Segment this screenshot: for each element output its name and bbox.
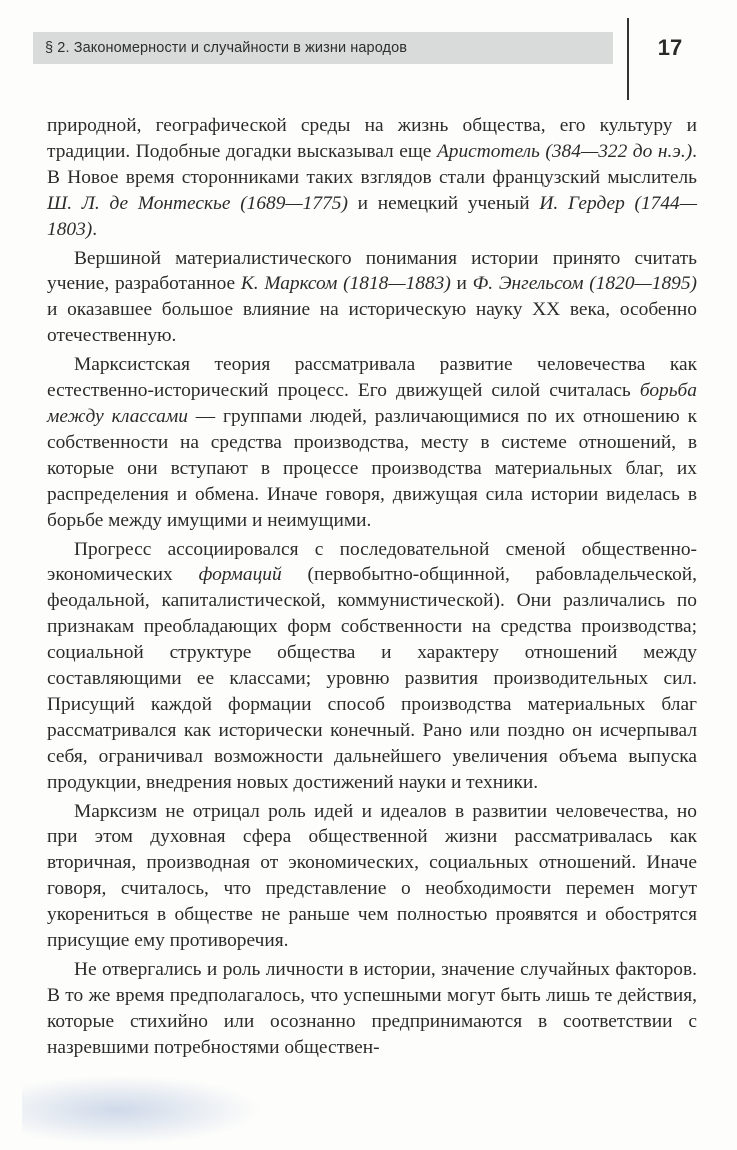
text-run: . [92, 218, 98, 240]
section-title: § 2. Закономерности и случайности в жизни народов [45, 40, 408, 56]
text-run: Марксизм не отрицал роль идей и идеалов в развитии человечества, но при этом духовная сфера общественной жизни рассматривалась как вторичная, производная от экономических, социальных отношений. Иначе говоря, считалось, что представление о необходимости перемен могут укорениться в обществе не раньше чем полностью проявятся и обострятся присущие ему противоречия. [47, 800, 697, 952]
scan-smudge [22, 1075, 262, 1145]
body-text [47, 113, 697, 1064]
text-run: . В Новое время сторонниками таких взглядов стали французский мыслитель [47, 140, 698, 188]
paragraph [47, 799, 697, 954]
paragraph [47, 246, 697, 350]
text-run: (первобытно-общинной, рабовладельческой, феодальной, капиталистической, коммунистической). Они различались по признакам преобладающих форм собственности на средства производства; социальной структуре общества и характеру отношений между составляющими ее классами; уровню развития производительных сил. Присущий каждой формации способ производства материальных благ рассматривался как исторически конечный. Рано или поздно он исчерпывал себя, ограничивал возможности дальнейшего увеличения объема выпуска продукции, внедрения новых достижений науки и техники. [47, 564, 697, 793]
italic-text: борьба между классами [47, 380, 697, 427]
italic-text: формаций [198, 564, 282, 586]
text-run: Марксистская теория рассматривала развитие человечества как естественно-исторический процесс. Его движущей силой считалась [47, 354, 697, 402]
text-run: Прогресс ассоциировался с последовательной сменой общественно-экономических [47, 538, 697, 586]
text-run: и немецкий ученый [347, 192, 540, 214]
text-run: Не отвергались и роль личности в истории, значение случайных факторов. В то же время предполагалось, что успешными могут быть лишь те действия, которые стихийно или осознанно предпринимаются в соответствии с назревшими потребностями обществен- [47, 959, 697, 1058]
text-run: природной, географической среды на жизнь общества, его культуру и традиции. Подобные догадки высказывал еще [47, 115, 697, 162]
page-number: 17 [657, 35, 683, 60]
paragraph [47, 537, 697, 796]
italic-text: И. Гердер (1744—1803) [47, 192, 697, 240]
text-run: — группами людей, различающимися по их отношению к собственности на средства производства, месту в системе отношений, в которые они вступают в процессе производства материальных благ, их распределения и обмена. Иначе говоря, движущая сила истории виделась в борьбе между имущими и неимущими. [47, 405, 697, 531]
header-divider [627, 18, 629, 100]
text-run: Вершиной материалистического понимания истории принято считать учение, разработанное [47, 247, 697, 295]
italic-text: К. Марксом (1818—1883) [240, 273, 451, 295]
text-run: и [450, 273, 473, 295]
italic-text: Аристотель (384—322 до н.э.) [436, 140, 693, 162]
italic-text: Ш. Л. де Монтескье (1689—1775) [47, 192, 348, 214]
paragraph [47, 957, 697, 1061]
paragraph [47, 113, 697, 243]
italic-text: Ф. Энгельсом (1820—1895) [472, 273, 697, 295]
running-header [33, 32, 613, 64]
paragraph [47, 352, 697, 533]
text-run: и оказавшее большое влияние на историческую науку XX века, особенно отечественную. [47, 299, 697, 347]
